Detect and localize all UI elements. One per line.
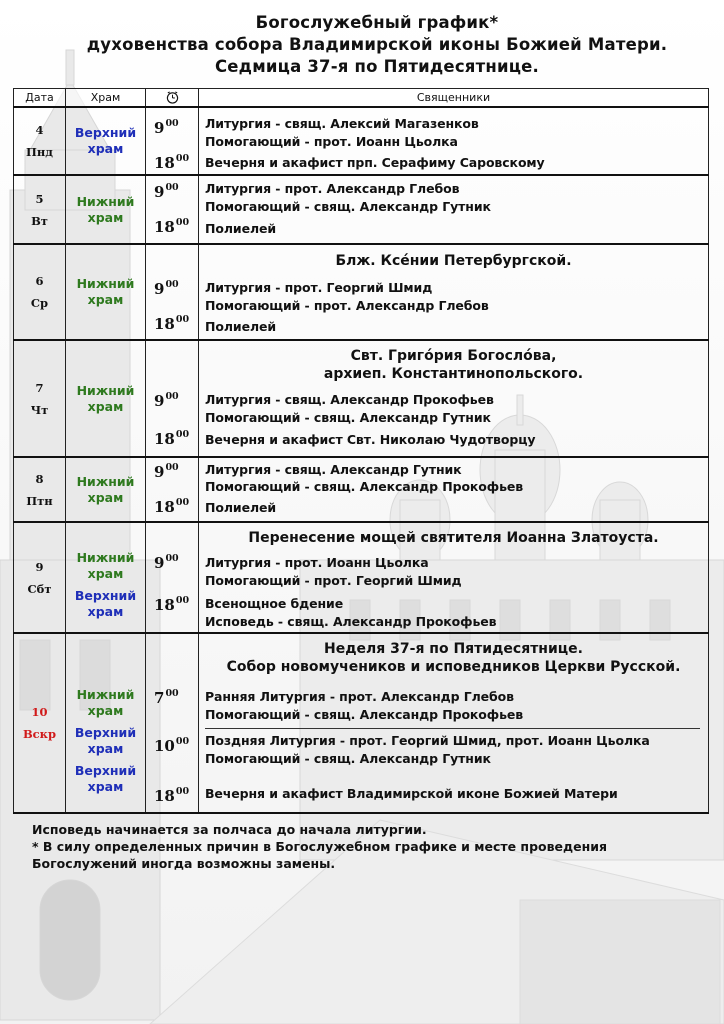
- day-number: 4: [35, 123, 44, 137]
- note-line: Богослужений иногда возможны замены.: [32, 856, 336, 871]
- service-divider: [205, 728, 700, 729]
- service-time: $9^{00}$: [154, 391, 179, 410]
- service-line: Литургия - свящ. Александр Прокофьев: [205, 392, 494, 407]
- service-time: $9^{00}$: [154, 182, 179, 201]
- clergy-cell: [199, 522, 709, 633]
- service-line: Помогающий - свящ. Александр Гутник: [205, 199, 491, 214]
- clock-icon: [166, 91, 179, 104]
- service-time: $18^{00}$: [154, 786, 190, 805]
- service-line: Исповедь - свящ. Александр Прокофьев: [205, 614, 497, 629]
- feast-title: Перенесение мощей святителя Иоанна Златоуста.: [248, 530, 659, 546]
- column-header-time: [146, 89, 199, 108]
- temple-cell: [66, 522, 146, 633]
- time-cell: [146, 457, 199, 522]
- temple-cell: [66, 244, 146, 340]
- temple-name: Нижний храм: [76, 549, 135, 581]
- temple-name: Верхний храм: [74, 587, 137, 619]
- service-line: Вечерня и акафист Свт. Николаю Чудотворцу: [205, 432, 536, 447]
- day-number: 8: [35, 471, 44, 486]
- date-cell: [14, 522, 66, 633]
- clergy-cell: [199, 633, 709, 813]
- service-line: Полиелей: [205, 319, 277, 334]
- service-line: Помогающий - свящ. Александр Прокофьев: [205, 707, 524, 722]
- temple-cell: [66, 457, 146, 522]
- service-time: $9^{00}$: [154, 279, 179, 298]
- table-row: [14, 457, 709, 522]
- feast-title: Неделя 37-я по Пятидесятнице.: [324, 641, 583, 657]
- service-line: Литургия - свящ. Александр Гутник: [205, 462, 462, 477]
- service-line: Поздняя Литургия - прот. Георгий Шмид, прот. Иоанн Цьолка: [205, 733, 650, 748]
- table-row: [14, 633, 709, 813]
- temple-name: Нижний храм: [76, 382, 135, 414]
- time-cell: [146, 340, 199, 457]
- time-cell: [146, 175, 199, 244]
- date-cell: [14, 633, 66, 813]
- note-line: * В силу определенных причин в Богослужебном графике и месте проведения: [32, 839, 607, 854]
- service-time: $10^{00}$: [154, 736, 190, 755]
- service-time: $18^{00}$: [154, 497, 190, 516]
- table-row: [14, 522, 709, 633]
- temple-name: Верхний храм: [74, 763, 137, 794]
- day-number: 9: [35, 559, 44, 574]
- day-number: 6: [35, 274, 44, 288]
- service-time: $18^{00}$: [154, 217, 190, 236]
- temple-cell: [66, 633, 146, 813]
- column-header-temple: Храм: [66, 89, 146, 108]
- schedule-table: [13, 88, 709, 814]
- service-line: Полиелей: [205, 221, 277, 236]
- temple-cell: [66, 340, 146, 457]
- table-row: [14, 340, 709, 457]
- table-header-row: [14, 89, 709, 108]
- page-title: Богослужебный график*: [255, 13, 499, 32]
- clergy-cell: [199, 175, 709, 244]
- service-time: $18^{00}$: [154, 314, 190, 333]
- service-time: $9^{00}$: [154, 553, 179, 572]
- table-row: [14, 175, 709, 244]
- temple-name: Верхний храм: [74, 125, 137, 156]
- table-row: [14, 244, 709, 340]
- page-subtitle: духовенства собора Владимирской иконы Божией Матери.: [86, 35, 668, 54]
- service-line: Литургия - прот. Георгий Шмид: [205, 280, 433, 295]
- service-line: Помогающий - свящ. Александр Гутник: [205, 751, 491, 766]
- date-cell: [14, 340, 66, 457]
- weekday: Ср: [30, 296, 49, 310]
- service-line: Литургия - прот. Иоанн Цьолка: [205, 555, 429, 570]
- temple-name: Верхний храм: [74, 725, 137, 756]
- date-cell: [14, 107, 66, 175]
- service-line: Полиелей: [205, 500, 277, 515]
- week-title: Седмица 37-я по Пятидесятнице.: [214, 57, 540, 76]
- column-header-date: Дата: [14, 89, 66, 108]
- time-cell: [146, 522, 199, 633]
- weekday: Сбт: [27, 581, 52, 596]
- clergy-cell: [199, 340, 709, 457]
- footnotes: [32, 821, 712, 872]
- feast-title: Свт. Григо́рия Богосло́ва,: [350, 348, 557, 364]
- day-number: 10: [31, 705, 48, 719]
- date-cell: [14, 244, 66, 340]
- day-number: 5: [35, 191, 44, 206]
- service-line: Литургия - прот. Александр Глебов: [205, 181, 460, 196]
- note-line: Исповедь начинается за полчаса до начала литургии.: [32, 822, 427, 837]
- temple-name: Нижний храм: [76, 193, 135, 225]
- column-header-clergy: Священники: [199, 89, 709, 108]
- service-time: $18^{00}$: [154, 429, 190, 448]
- clergy-cell: [199, 244, 709, 340]
- temple-cell: [66, 107, 146, 175]
- service-time: $9^{00}$: [154, 462, 179, 481]
- time-cell: [146, 107, 199, 175]
- service-time: $18^{00}$: [154, 595, 190, 614]
- service-line: Помогающий - свящ. Александр Гутник: [205, 410, 491, 425]
- weekday: Вскр: [22, 727, 57, 741]
- date-cell: [14, 175, 66, 244]
- feast-title: Собор новомучеников и исповедников Церкви Русской.: [226, 659, 681, 675]
- weekday: Чт: [30, 402, 49, 417]
- table-row: [14, 107, 709, 175]
- service-line: Всенощное бдение: [205, 596, 344, 611]
- time-cell: [146, 244, 199, 340]
- clergy-cell: [199, 457, 709, 522]
- service-line: Помогающий - прот. Иоанн Цьолка: [205, 134, 458, 149]
- service-line: Литургия - свящ. Алексий Магазенков: [205, 116, 479, 131]
- service-line: Помогающий - прот. Георгий Шмид: [205, 573, 462, 588]
- service-line: Помогающий - прот. Александр Глебов: [205, 298, 489, 313]
- clergy-cell: [199, 107, 709, 175]
- time-cell: [146, 633, 199, 813]
- service-time: $9^{00}$: [154, 118, 179, 137]
- feast-title: архиеп. Константинопольского.: [323, 366, 584, 382]
- day-number: 7: [35, 380, 44, 395]
- weekday: Вт: [31, 213, 48, 228]
- service-time: $7^{00}$: [154, 688, 179, 707]
- temple-name: Нижний храм: [76, 276, 135, 307]
- weekday: Пнд: [26, 145, 53, 159]
- service-line: Ранняя Литургия - прот. Александр Глебов: [205, 689, 514, 704]
- temple-cell: [66, 175, 146, 244]
- page-header: [0, 12, 724, 78]
- feast-title: Блж. Ксе́нии Петербургской.: [335, 253, 572, 269]
- date-cell: [14, 457, 66, 522]
- weekday: Птн: [26, 493, 53, 508]
- temple-name: Нижний храм: [76, 473, 135, 505]
- service-time: $18^{00}$: [154, 153, 190, 172]
- service-line: Помогающий - свящ. Александр Прокофьев: [205, 479, 524, 494]
- service-line: Вечерня и акафист прп. Серафиму Саровскому: [205, 155, 545, 170]
- temple-name: Нижний храм: [76, 687, 135, 718]
- service-line: Вечерня и акафист Владимирской иконе Божией Матери: [205, 786, 618, 801]
